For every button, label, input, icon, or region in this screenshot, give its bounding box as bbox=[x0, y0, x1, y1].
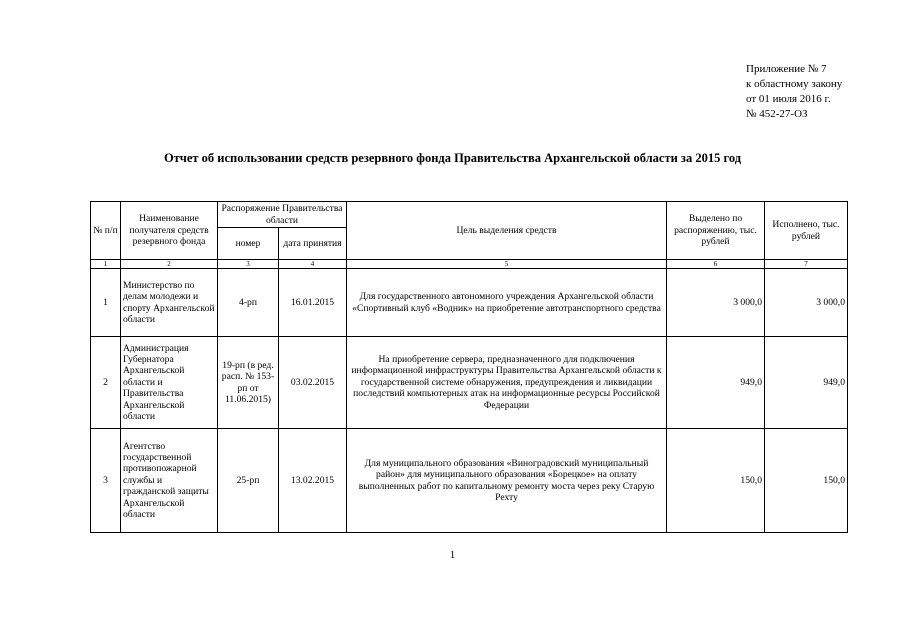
column-number: 7 bbox=[765, 260, 848, 269]
header-executed: Исполнено, тыс. рублей bbox=[765, 202, 848, 260]
row-order-number: 19-рп (в ред. расп. № 153-рп от 11.06.2015) bbox=[218, 337, 279, 429]
row-allocated: 949,0 bbox=[667, 337, 765, 429]
row-num: 3 bbox=[91, 429, 121, 533]
column-number: 6 bbox=[667, 260, 765, 269]
header-order-date: дата принятия bbox=[279, 228, 347, 260]
header-num: № п/п bbox=[91, 202, 121, 260]
column-number: 5 bbox=[347, 260, 667, 269]
row-allocated: 3 000,0 bbox=[667, 269, 765, 337]
appendix-line-2: к областному закону bbox=[746, 78, 843, 90]
column-number-row bbox=[91, 260, 848, 269]
column-number: 1 bbox=[91, 260, 121, 269]
header-order-group: Распоряжение Правительства области bbox=[218, 202, 347, 228]
appendix-line-1: Приложение № 7 bbox=[746, 63, 827, 75]
row-allocated: 150,0 bbox=[667, 429, 765, 533]
header-allocated: Выделено по распоряжению, тыс. рублей bbox=[667, 202, 765, 260]
table-row bbox=[91, 337, 848, 429]
row-purpose: Для муниципального образования «Виноградовский муниципальный район» для муниципального образования «Борецкое» на оплату выполненных работ по капитальному ремонту моста через реку Старую Рехту bbox=[347, 429, 667, 533]
appendix-line-3: от 01 июля 2016 г. bbox=[746, 93, 831, 105]
row-executed: 150,0 bbox=[765, 429, 848, 533]
page-number: 1 bbox=[449, 549, 456, 561]
document-title: Отчет об использовании средств резервного фонда Правительства Архангельской области за 2015 год bbox=[163, 151, 742, 165]
row-order-date: 03.02.2015 bbox=[279, 337, 347, 429]
row-order-number: 4-рп bbox=[218, 269, 279, 337]
appendix-block bbox=[746, 62, 842, 122]
table-row bbox=[91, 429, 848, 533]
report-table bbox=[90, 201, 848, 533]
row-purpose: На приобретение сервера, предназначенного для подключения информационной инфраструктуры Правительства Архангельской области к государственной системе обнаружения, предупреждения и ликвидации последствий компьютерных атак на информационные ресурсы Российской Федерации bbox=[347, 337, 667, 429]
row-num: 1 bbox=[91, 269, 121, 337]
table-row bbox=[91, 269, 848, 337]
row-order-date: 16.01.2015 bbox=[279, 269, 347, 337]
row-order-number: 25-рп bbox=[218, 429, 279, 533]
row-executed: 3 000,0 bbox=[765, 269, 848, 337]
header-recipient: Наименование получателя средств резервного фонда bbox=[121, 202, 218, 260]
header-purpose: Цель выделения средств bbox=[347, 202, 667, 260]
header-order-number: номер bbox=[218, 228, 279, 260]
row-recipient: Министерство по делам молодежи и спорту Архангельской области bbox=[121, 269, 218, 337]
row-executed: 949,0 bbox=[765, 337, 848, 429]
appendix-line-4: № 452-27-ОЗ bbox=[746, 108, 808, 120]
row-num: 2 bbox=[91, 337, 121, 429]
row-recipient: Агентство государственной противопожарной службы и гражданской защиты Архангельской области bbox=[121, 429, 218, 533]
column-number: 4 bbox=[279, 260, 347, 269]
row-purpose: Для государственного автономного учреждения Архангельской области «Спортивный клуб «Водник» на приобретение автотранспортного средства bbox=[347, 269, 667, 337]
row-order-date: 13.02.2015 bbox=[279, 429, 347, 533]
column-number: 2 bbox=[121, 260, 218, 269]
header-row-1 bbox=[91, 202, 848, 228]
row-recipient: Администрация Губернатора Архангельской области и Правительства Архангельской области bbox=[121, 337, 218, 429]
column-number: 3 bbox=[218, 260, 279, 269]
